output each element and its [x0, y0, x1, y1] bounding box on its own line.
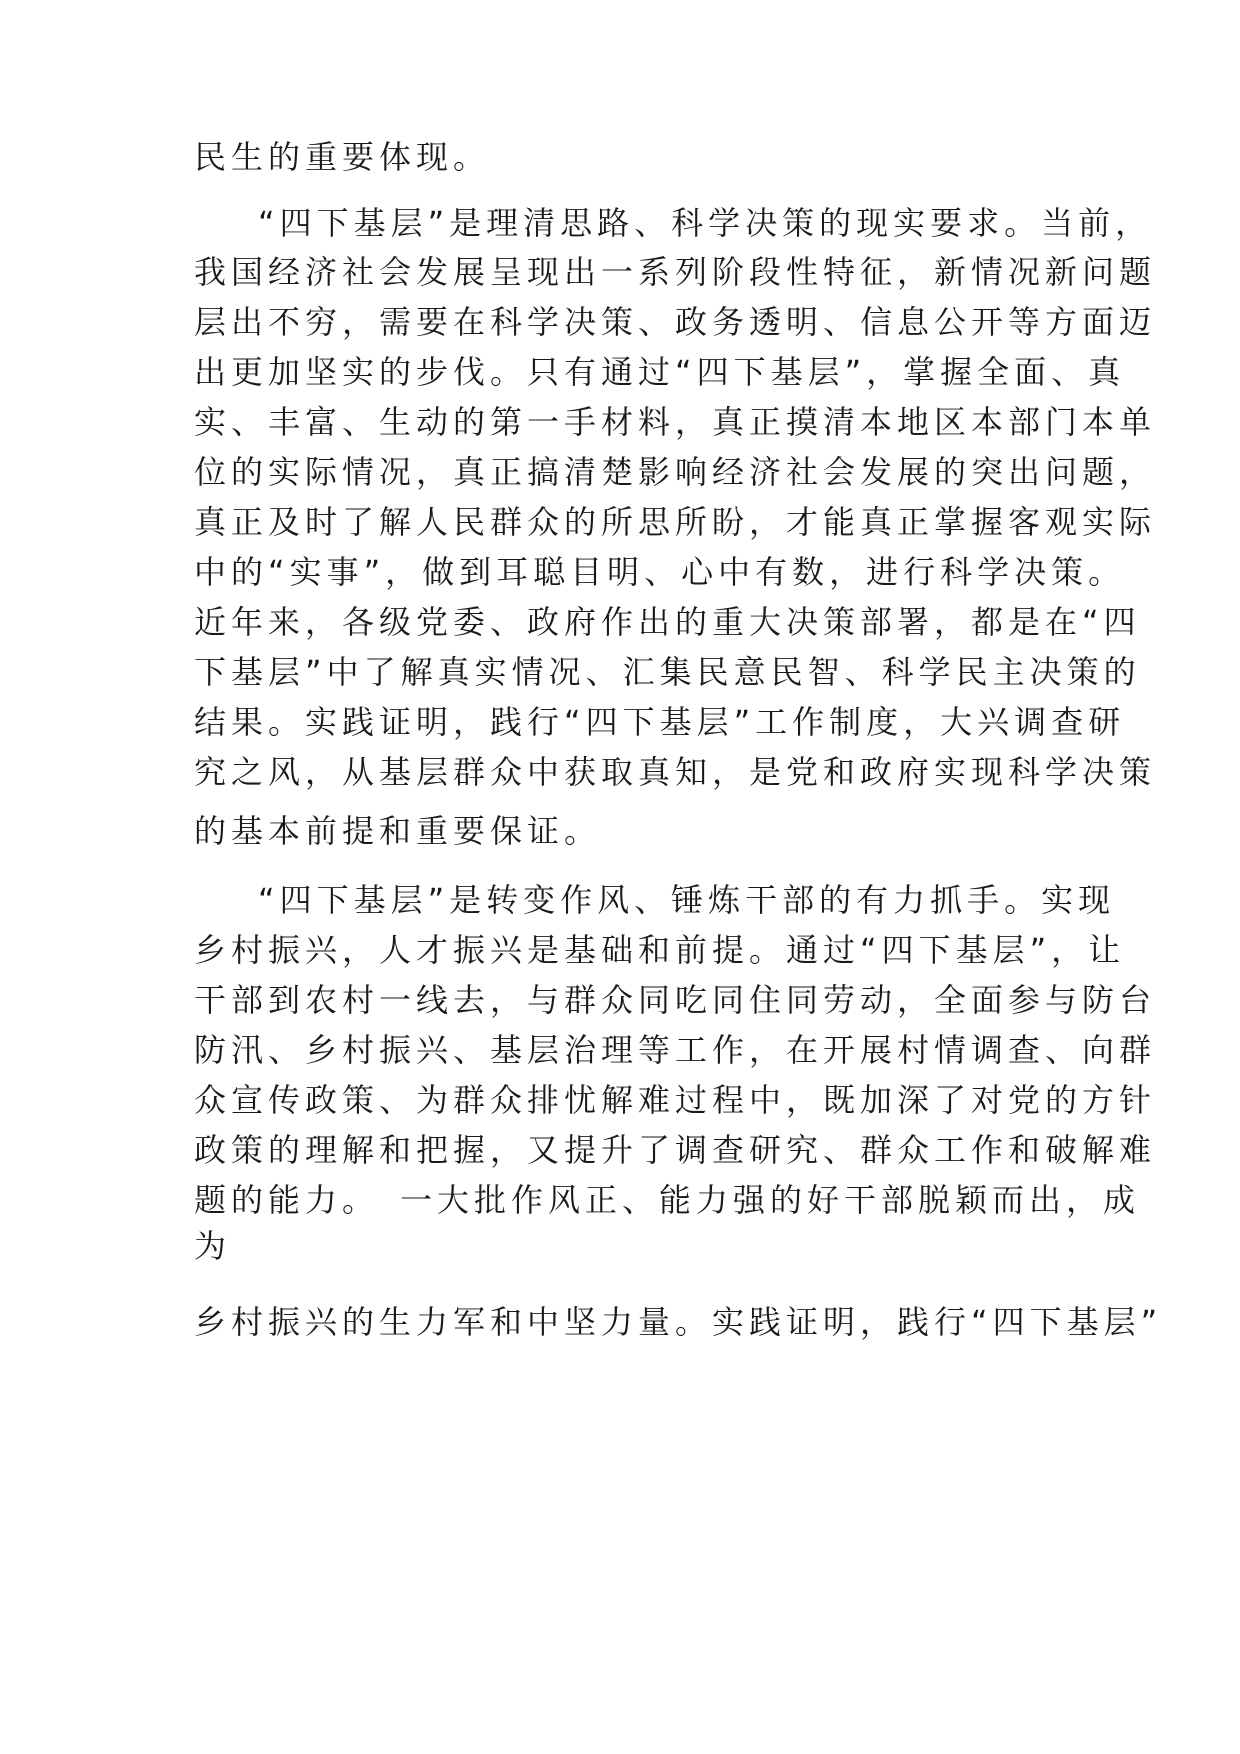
text-line: 防汛、乡村振兴、基层治理等工作，在开展村情调查、向群	[194, 1031, 1157, 1069]
text-line: 究之风，从基层群众中获取真知，是党和政府实现科学决策	[194, 753, 1157, 791]
text-line: 众宣传政策、为群众排忧解难过程中，既加深了对党的方针	[194, 1081, 1157, 1119]
text-line: “四下基层”是转变作风、锤炼干部的有力抓手。实现	[258, 881, 1116, 919]
text-line: 位的实际情况，真正搞清楚影响经济社会发展的突出问题，	[194, 453, 1157, 491]
text-line: 乡村振兴，人才振兴是基础和前提。通过“四下基层”，让	[194, 931, 1126, 969]
text-line: 结果。实践证明，践行“四下基层”工作制度，大兴调查研	[194, 703, 1126, 741]
text-line: 乡村振兴的生力军和中坚力量。实践证明，践行“四下基层”	[194, 1303, 1163, 1341]
text-line: 中的“实事”，做到耳聪目明、心中有数，进行科学决策。	[194, 553, 1126, 591]
text-line: 近年来，各级党委、政府作出的重大决策部署，都是在“四	[194, 603, 1141, 641]
text-line: 我国经济社会发展呈现出一系列阶段性特征，新情况新问题	[194, 253, 1157, 291]
text-line: 为	[194, 1227, 232, 1265]
text-line: 政策的理解和把握，又提升了调查研究、群众工作和破解难	[194, 1131, 1157, 1169]
text-line: “四下基层”是理清思路、科学决策的现实要求。当前，	[258, 204, 1153, 242]
text-line: 民生的重要体现。	[194, 138, 491, 176]
text-line: 的基本前提和重要保证。	[194, 812, 602, 850]
text-line: 层出不穷，需要在科学决策、政务透明、信息公开等方面迈	[194, 303, 1157, 341]
text-line: 出更加坚实的步伐。只有通过“四下基层”，掌握全面、真	[194, 353, 1126, 391]
text-line: 真正及时了解人民群众的所思所盼，才能真正掌握客观实际	[194, 503, 1157, 541]
text-line: 干部到农村一线去，与群众同吃同住同劳动，全面参与防台	[194, 981, 1157, 1019]
text-line: 实、丰富、生动的第一手材料，真正摸清本地区本部门本单	[194, 403, 1157, 441]
text-line: 题的能力。 一大批作风正、能力强的好干部脱颖而出，成	[194, 1181, 1141, 1219]
text-line: 下基层”中了解真实情况、汇集民意民智、科学民主决策的	[194, 653, 1141, 691]
